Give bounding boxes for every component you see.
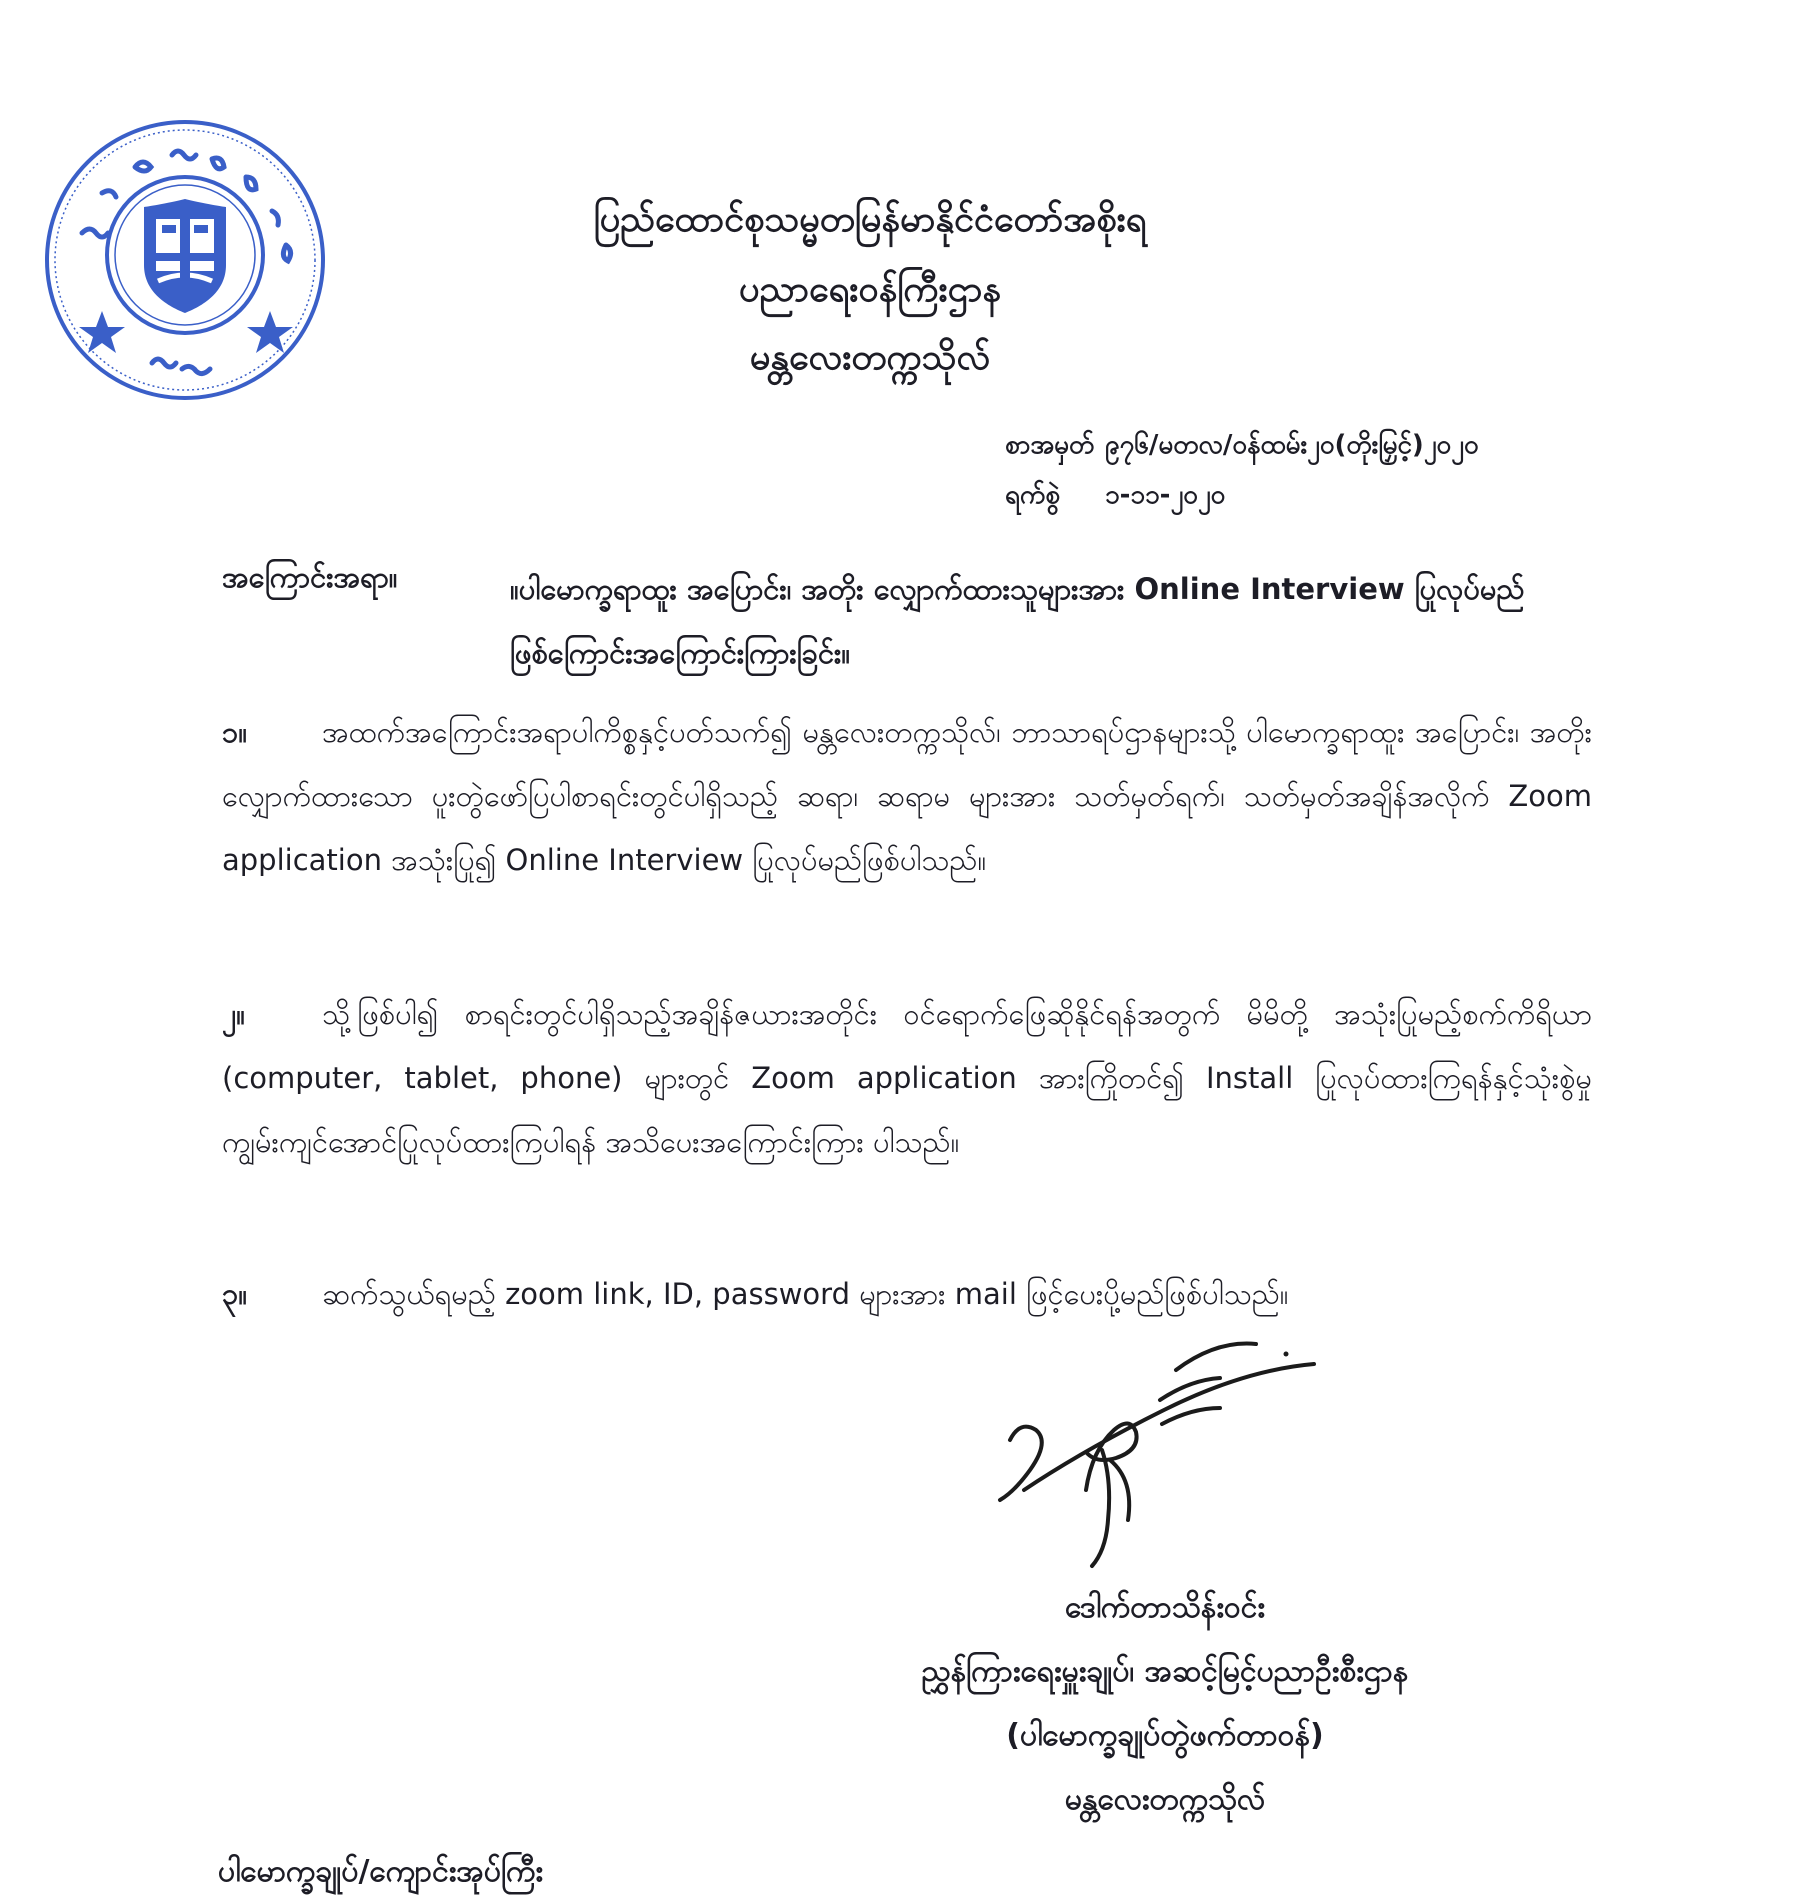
government-title: ပြည်ထောင်စုသမ္မတမြန်မာနိုင်ငံတော်အစိုးရ bbox=[593, 199, 1147, 240]
paragraph-text: ဆက်သွယ်ရမည့် zoom link, ID, password များအား mail ဖြင့်ပေးပို့မည်ဖြစ်ပါသည်။ bbox=[322, 1277, 1289, 1311]
university-title: မန္တလေးတက္ကသိုလ် bbox=[749, 337, 991, 378]
paragraph-2 bbox=[222, 982, 1592, 1174]
signatory-organization: မန္တလေးတက္ကသိုလ် bbox=[1064, 1782, 1266, 1817]
recipient-line: ပါမောက္ခချုပ်/ကျောင်းအုပ်ကြီး bbox=[218, 1854, 544, 1889]
paragraph-text: သို့ဖြစ်ပါ၍ စာရင်းတွင်ပါရှိသည့်အချိန်ဇယားအတိုင်း ဝင်ရောက်ဖြေဆိုနိုင်ရန်အတွက် မိမိတို့ အသုံးပြုမည့်စက်ကိရိယာ (computer, tablet, phone) များတွင် Zoom application အားကြိုတင်၍ Install ပြုလုပ်ထားကြရန်နှင့်သုံးစွဲမှု ကျွမ်းကျင်အောင်ပြုလုပ်ထားကြပါရန် အသိပေးအကြောင်းကြား ပါသည်။ bbox=[222, 997, 1592, 1159]
reference-date-label: ရက်စွဲ bbox=[1005, 480, 1060, 510]
handwritten-signature bbox=[990, 1340, 1350, 1580]
reference-date bbox=[1005, 478, 1225, 512]
ministry-title: ပညာရေးဝန်ကြီးဌာန bbox=[738, 269, 1002, 310]
reference-number bbox=[1005, 428, 1479, 462]
signatory-role: (ပါမောက္ခချုပ်တွဲဖက်တာဝန်) bbox=[1006, 1718, 1324, 1753]
university-seal-icon bbox=[40, 115, 330, 405]
paragraph-3 bbox=[222, 1262, 1592, 1326]
signatory-name: ဒေါက်တာသိန်းဝင်း bbox=[1064, 1590, 1266, 1625]
paragraph-number: ၁။ bbox=[222, 715, 248, 749]
reference-number-label: စာအမှတ် bbox=[1005, 430, 1095, 460]
signatory-title: ညွှန်ကြားရေးမှူးချုပ်၊ အဆင့်မြင့်ပညာဦးစီးဌာန bbox=[921, 1654, 1409, 1689]
paragraph-number: ၃။ bbox=[222, 1277, 248, 1311]
paragraph-text: အထက်အကြောင်းအရာပါကိစ္စနှင့်ပတ်သက်၍ မန္တလေးတက္ကသိုလ်၊ ဘာသာရပ်ဌာနများသို့ ပါမောက္ခရာထူး အပြောင်း၊ အတိုးလျှောက်ထားသော ပူးတွဲဖော်ပြပါစာရင်းတွင်ပါရှိသည့် ဆရာ၊ ဆရာမ များအား သတ်မှတ်ရက်၊ သတ်မှတ်အချိန်အလိုက် Zoom application အသုံးပြု၍ Online Interview ပြုလုပ်မည်ဖြစ်ပါသည်။ bbox=[222, 715, 1592, 877]
paragraph-number: ၂။ bbox=[222, 997, 246, 1031]
reference-number-value: ၉၇၆/မတလ/ဝန်ထမ်း၂၀(တိုးမြှင့်)၂၀၂၀ bbox=[1105, 430, 1479, 460]
reference-date-value: ၁-၁၁-၂၀၂၀ bbox=[1105, 480, 1226, 510]
subject-label: အကြောင်းအရာ။ bbox=[222, 560, 398, 594]
subject-text: ။ပါမောက္ခရာထူး အပြောင်း၊ အတိုး လျှောက်ထားသူများအား Online Interview ပြုလုပ်မည်ဖြစ်ကြောင်းအကြောင်းကြားခြင်း။ bbox=[510, 572, 1525, 670]
paragraph-1 bbox=[222, 700, 1592, 892]
